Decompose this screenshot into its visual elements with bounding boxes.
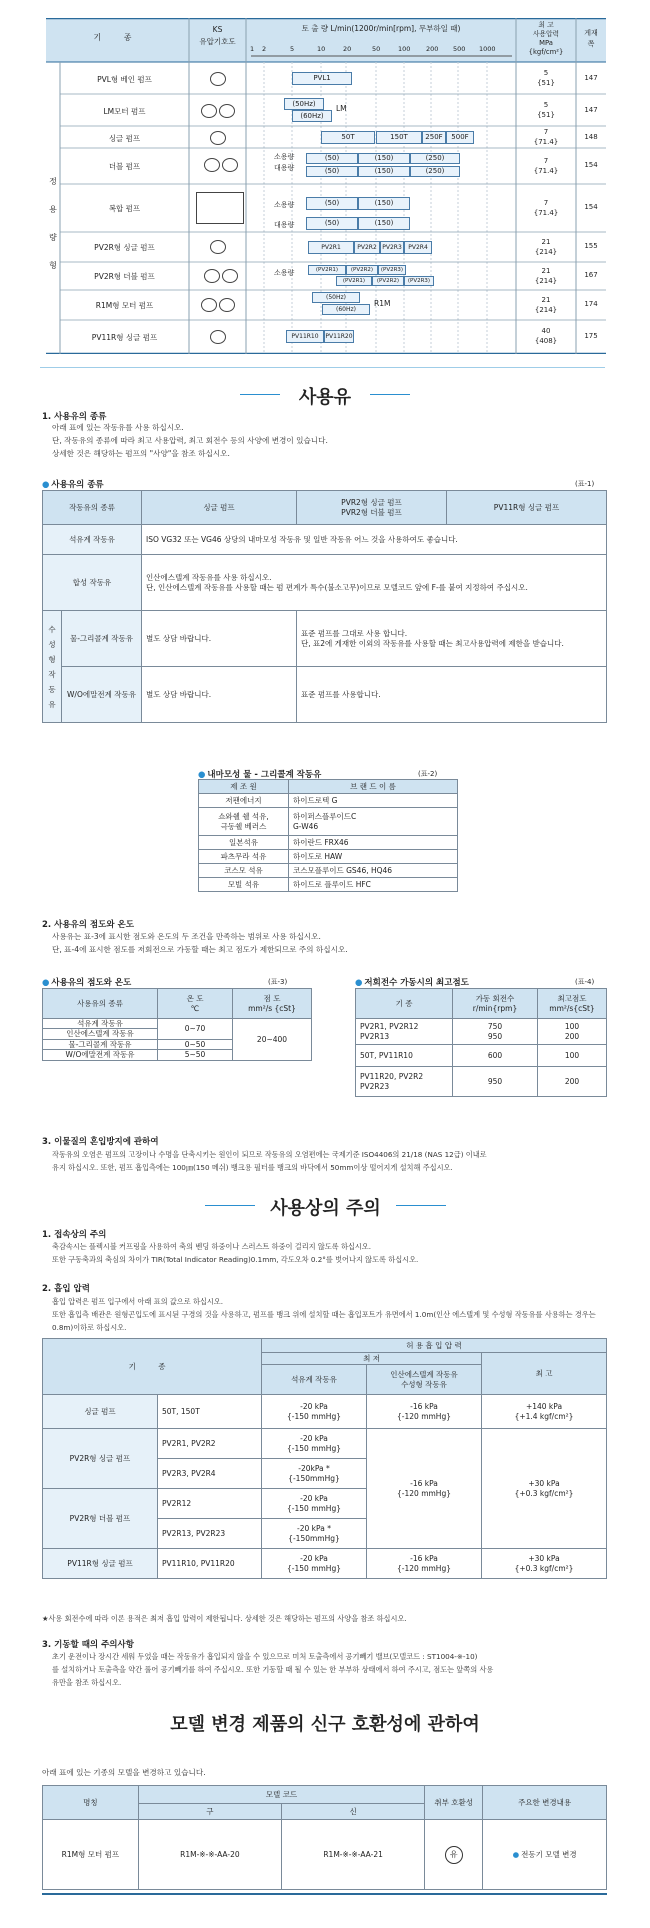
table-number: (표-3) xyxy=(268,978,288,986)
td: 5~50 xyxy=(158,1050,233,1060)
paragraph-line: 작동유의 오염은 펌프의 고장이나 수명을 단축시키는 원인이 되므로 작동유의 오염편에는 국제기준 ISO4406의 21/18 (NAS 12급) 이내로 xyxy=(52,1150,487,1159)
page-number: 148 xyxy=(584,133,598,141)
td: 하이드로텍 G xyxy=(289,794,458,808)
paragraph-line: 또한 흡입측 배관은 원형곤입도에 표시된 구경의 것을 사용하고, 펌프를 뱅크 위에 설치할 때는 흡입포트가 유면에서 1.0m(인산 에스텔계 및 수성형 작동유를 사용하는 경우는 0.8m)이하로 하십시오. xyxy=(52,1310,596,1332)
section-title: 사용상의 주의 xyxy=(270,1198,381,1219)
td: -20 kPa {-150 mmHg} xyxy=(262,1395,367,1429)
title-rule-left xyxy=(205,1205,255,1206)
td: 물-그리콜계 작동유 xyxy=(62,611,142,667)
td: 200 xyxy=(538,1067,607,1097)
td: 별도 상담 바랍니다. xyxy=(142,667,297,723)
td: R1M형 모터 펌프 xyxy=(43,1820,139,1890)
table-title: ● 저회전수 가동시의 최고점도 xyxy=(355,976,469,988)
table-number: (표-4) xyxy=(575,978,595,986)
compat-cell xyxy=(425,1820,483,1890)
th: 취부 호환성 xyxy=(425,1786,483,1820)
td: 파츠무라 석유 xyxy=(199,850,289,864)
low-speed-table xyxy=(355,988,607,1097)
th: 최 고 xyxy=(482,1353,607,1395)
td: PV2R형 더블 펌프 xyxy=(43,1489,158,1549)
flow-bar: (PV2R1) xyxy=(308,265,346,275)
flow-bar: PVL1 xyxy=(292,72,352,85)
th: 제 조 원 xyxy=(199,780,289,794)
flow-scale xyxy=(246,45,516,55)
td: ISO VG32 또는 VG46 상당의 내마모성 작동유 및 일반 작동유 어느 것을 사용하여도 좋습니다. xyxy=(142,525,607,555)
row-name: 복합 펌프 xyxy=(108,204,141,213)
td: -16 kPa {-120 mmHg} xyxy=(367,1549,482,1579)
td: 코스모플루이드 GS46, HQ46 xyxy=(289,864,458,878)
subheading: 1. 사용유의 종류 xyxy=(42,412,107,422)
pressure-value: 5 {51} xyxy=(537,69,555,87)
th: 최 저 xyxy=(262,1353,482,1365)
td: +30 kPa {+0.3 kgf/cm²} xyxy=(482,1429,607,1549)
td: PV2R13, PV2R23 xyxy=(158,1519,262,1549)
scale-tick: 1 xyxy=(250,45,255,53)
td: 600 xyxy=(453,1045,538,1067)
pump-symbol-icon xyxy=(210,131,226,147)
row-name: LM모터 펌프 xyxy=(103,107,146,116)
section-title: 모델 변경 제품의 신구 호환성에 관하여 xyxy=(170,1714,480,1735)
flow-bar-label: LM xyxy=(336,104,347,113)
td: 하이퍼스플루이드C G-W46 xyxy=(289,808,458,836)
flow-bar: (PV2R3) xyxy=(404,276,434,286)
td: PV2R3, PV2R4 xyxy=(158,1459,262,1489)
td: -20 kPa {-150 mmHg} xyxy=(262,1549,367,1579)
paragraph-line: 초기 운전이나 장시간 세워 두었을 때는 작동유가 흡입되지 않을 수 있으므로 미처 토출측에서 공기빼기 밸브(모델코드 : ST1004-※-10) xyxy=(52,1652,478,1661)
flow-bar: 50T xyxy=(321,131,375,144)
td: +140 kPa {+1.4 kgf/cm²} xyxy=(482,1395,607,1429)
footnote: ★사용 회전수에 따라 이론 용적은 최저 흡입 압력이 제한됩니다. 상세한 것은 해당하는 펌프의 사양을 참조 하십시오. xyxy=(42,1614,407,1623)
td: 50T, 150T xyxy=(158,1395,262,1429)
scale-tick: 1000 xyxy=(479,45,496,53)
paragraph-line: 상세한 것은 해당하는 펌프의 "사양"을 참조 하십시오. xyxy=(52,449,230,458)
td: 100 xyxy=(538,1045,607,1067)
td: 750 950 xyxy=(453,1019,538,1045)
page-number: 175 xyxy=(584,332,598,340)
flow-bar: (150) xyxy=(358,166,410,177)
td: PV11R10, PV11R20 xyxy=(158,1549,262,1579)
td: 950 xyxy=(453,1067,538,1097)
flow-bar: (150) xyxy=(358,197,410,210)
flow-bar: (50) xyxy=(306,166,358,177)
header-pressure: 최 고 사용압력 MPa {kgf/cm²} xyxy=(528,21,564,56)
th: 작동유의 종류 xyxy=(43,491,142,525)
th: 모델 코드 xyxy=(138,1786,424,1804)
td: 인산에스텔계 작동유 xyxy=(43,1029,158,1039)
scale-tick: 20 xyxy=(343,45,352,53)
th: 구 xyxy=(138,1804,281,1820)
paragraph-line: 를 설치하거나 토출측을 약간 풀어 공기빼기를 하여 주십시오. 또한 기동할 때 될 수 있는 한 부부하 상태에서 하여 주시고, 점도는 앞쪽의 사용 xyxy=(52,1665,494,1674)
pressure-value: 7 {71.4} xyxy=(533,199,559,217)
compat-badge: 유 xyxy=(445,1846,463,1864)
flow-bar: (50Hz) xyxy=(312,292,360,303)
row-name: PV2R형 싱글 펌프 xyxy=(94,243,155,252)
td: 저팬에너지 xyxy=(199,794,289,808)
subheading: 2. 사용유의 점도와 온도 xyxy=(42,920,134,930)
flow-bar: (50) xyxy=(306,197,358,210)
motor-pump-symbol-icon xyxy=(201,104,235,120)
td: 쇼와쉘 쉘 석유, 극동쉘 베러스 xyxy=(199,808,289,836)
capacity-label: 소용량 대용량 xyxy=(274,153,295,172)
page-number: 155 xyxy=(584,242,598,250)
scale-tick: 10 xyxy=(317,45,326,53)
td: 표준 펌프를 그대로 사용 합니다. 단, 표2에 게재한 이외의 작동유를 사용할 때는 최고사용압력에 제한을 받습니다. xyxy=(297,611,607,667)
section-title: 사용유 xyxy=(298,387,352,408)
table-title: ● 사용유의 점도와 온도 xyxy=(42,976,131,988)
flow-bar: PV11R20 xyxy=(324,330,354,343)
pressure-value: 21 {214} xyxy=(534,267,558,285)
change-text: ● 전동기 모델 변경 xyxy=(513,1850,577,1859)
scale-tick: 100 xyxy=(398,45,411,53)
flow-bar: (250) xyxy=(410,166,460,177)
th: 온 도 ℃ xyxy=(158,989,233,1019)
td: 하이란드 FRX46 xyxy=(289,836,458,850)
suction-pressure-table xyxy=(42,1338,607,1579)
td: 코스모 석유 xyxy=(199,864,289,878)
th: 기 종 xyxy=(43,1339,262,1395)
row-name: 싱글 펌프 xyxy=(108,134,141,143)
header-flow: 토 출 량 L/min(1200r/min[rpm], 무부하일 때) xyxy=(301,24,461,33)
td: +30 kPa {+0.3 kgf/cm²} xyxy=(482,1549,607,1579)
flow-bar: PV2R4 xyxy=(404,241,432,254)
td: 100 200 xyxy=(538,1019,607,1045)
section-rule xyxy=(40,367,605,368)
viscosity-table xyxy=(42,988,312,1061)
flow-bar: 150T xyxy=(376,131,422,144)
table-number: (표-1) xyxy=(575,480,595,488)
bottom-rule xyxy=(42,1893,607,1895)
title-rule-left xyxy=(240,394,280,395)
pressure-value: 40 {408} xyxy=(534,327,558,345)
flow-bar: (50) xyxy=(306,153,358,164)
th: PVR2형 싱글 펌프 PVR2형 더블 펌프 xyxy=(297,491,447,525)
th: 인산에스텔계 작동유 수성형 작동유 xyxy=(367,1365,482,1395)
header-kijun: 기 종 xyxy=(93,33,142,42)
td: 0~50 xyxy=(158,1039,233,1049)
header-ks: KS 유압기호도 xyxy=(199,25,236,46)
scale-tick: 2 xyxy=(262,45,267,53)
header-page: 게재 쪽 xyxy=(584,29,598,48)
title-rule-right xyxy=(370,394,410,395)
subheading: 3. 기동할 때의 주의사항 xyxy=(42,1640,134,1650)
model-change-table xyxy=(42,1785,607,1890)
td: W/O에말전계 작동유 xyxy=(62,667,142,723)
flow-bar: (PV2R2) xyxy=(346,265,378,275)
flow-bar: (PV2R1) xyxy=(336,276,372,286)
flow-bar: PV2R3 xyxy=(380,241,404,254)
pressure-value: 7 {71.4} xyxy=(533,157,559,175)
td: PV2R형 싱글 펌프 xyxy=(43,1429,158,1489)
paragraph xyxy=(52,421,612,460)
page-number: 147 xyxy=(584,106,598,114)
td: 20~400 xyxy=(233,1019,312,1061)
td: 싱글 펌프 xyxy=(43,1395,158,1429)
capacity-label: 소용량 대용량 xyxy=(274,201,295,229)
td: PV11R형 싱글 펌프 xyxy=(43,1549,158,1579)
pump-symbol-icon xyxy=(210,72,226,88)
th: 가동 회전수 r/min{rpm} xyxy=(453,989,538,1019)
row-name: 더블 펌프 xyxy=(108,162,141,171)
paragraph-line: 아래 표에 있는 작동유를 사용 하십시오. xyxy=(52,423,184,432)
subheading: 2. 흡입 압력 xyxy=(42,1284,90,1294)
th: 석유계 작동유 xyxy=(262,1365,367,1395)
td: R1M-※-※-AA-20 xyxy=(138,1820,281,1890)
flow-bar: 250F xyxy=(422,131,446,144)
flow-bar: (250) xyxy=(410,153,460,164)
flow-bar: (150) xyxy=(358,153,410,164)
th: 명칭 xyxy=(43,1786,139,1820)
flow-bar: (PV2R3) xyxy=(378,265,406,275)
th: 기 종 xyxy=(356,989,453,1019)
page-number: 154 xyxy=(584,203,598,211)
capacity-label: 소용량 xyxy=(274,269,295,277)
td: -20 kPa {-150 mmHg} xyxy=(262,1429,367,1459)
td: 석유계 작동유 xyxy=(43,1019,158,1029)
flow-bar: 500F xyxy=(446,131,474,144)
page-number: 167 xyxy=(584,271,598,279)
paragraph-line: 단, 표-4에 표시한 점도를 저회전으로 가동할 때는 최고 점도가 제한되므로 주의 하십시오. xyxy=(52,945,348,954)
td: 석유계 작동유 xyxy=(43,525,142,555)
td: PV2R1, PV2R12 PV2R13 xyxy=(356,1019,453,1045)
page-number: 154 xyxy=(584,161,598,169)
flow-bar: PV11R10 xyxy=(286,330,324,343)
row-name: PVL형 베인 펌프 xyxy=(97,75,152,84)
paragraph-line: 유지 하십시오. 또한, 펌프 흡입측에는 100㎛(150 메쉬) 뱅크용 필터를 뱅크의 바닥에서 50mm이상 떨어지게 설치해 주십시오. xyxy=(52,1163,453,1172)
scale-tick: 5 xyxy=(290,45,295,53)
pressure-value: 21 {214} xyxy=(534,296,558,314)
td: 하이도로 HAW xyxy=(289,850,458,864)
td: 물-그리콜계 작동유 xyxy=(43,1039,158,1049)
th: 허 용 흡 입 압 력 xyxy=(262,1339,607,1353)
td: -20kPa * {-150mmHg} xyxy=(262,1459,367,1489)
side-label: 수 성 형 작 동 유 xyxy=(43,611,62,723)
oil-type-table xyxy=(42,490,607,723)
th: 점 도 mm²/s {cSt} xyxy=(233,989,312,1019)
paragraph xyxy=(52,1650,612,1689)
page-number: 174 xyxy=(584,300,598,308)
double-pump-symbol-icon xyxy=(204,269,238,285)
td: R1M-※-※-AA-21 xyxy=(282,1820,425,1890)
scale-tick: 500 xyxy=(453,45,466,53)
paragraph xyxy=(52,1240,612,1266)
flow-bar: (50) xyxy=(306,217,358,230)
scale-tick: 200 xyxy=(426,45,439,53)
td: W/O에말전계 작동유 xyxy=(43,1050,158,1060)
combined-pump-symbol-icon xyxy=(196,192,244,224)
title-rule-right xyxy=(396,1205,446,1206)
table-title: ● 사용유의 종류 xyxy=(42,478,104,490)
subheading: 1. 접속상의 주의 xyxy=(42,1230,107,1240)
group-label: 정 용 량 형 xyxy=(49,177,57,270)
td: 표준 펌프를 사용합니다. xyxy=(297,667,607,723)
td: 합성 작동유 xyxy=(43,555,142,611)
paragraph: 아래 표에 있는 기종의 모델을 변경하고 있습니다. xyxy=(42,1768,206,1777)
flow-bar: PV2R2 xyxy=(354,241,380,254)
paragraph-line: 흡입 압력은 펌프 입구에서 아래 표의 값으로 하십시오. xyxy=(52,1297,224,1306)
td: 모빌 석유 xyxy=(199,878,289,892)
th: 최고점도 mm²/s{cSt} xyxy=(538,989,607,1019)
motor-pump-symbol-icon xyxy=(201,298,235,314)
performance-chart-table xyxy=(46,18,606,354)
row-name: PV11R형 싱글 펌프 xyxy=(91,333,158,342)
td: -20 kPa {-150 mmHg} xyxy=(262,1489,367,1519)
th: 싱글 펌프 xyxy=(142,491,297,525)
paragraph-line: 또한 구동축과의 축심의 차이가 TIR(Total Indicator Reading)0.1mm, 각도오차 0.2°를 벗어나지 않도록 하십시오. xyxy=(52,1255,419,1264)
td: 하이드로 플루이드 HFC xyxy=(289,878,458,892)
td: PV11R20, PV2R2 PV2R23 xyxy=(356,1067,453,1097)
paragraph-line: 축감속시는 플렉시블 커프링을 사용하여 축의 벤딩 하중이나 스러스트 하중이 걸리지 않도록 하십시오. xyxy=(52,1242,372,1251)
td: 50T, PV11R10 xyxy=(356,1045,453,1067)
td: 별도 상담 바랍니다. xyxy=(142,611,297,667)
td: PV2R12 xyxy=(158,1489,262,1519)
scale-tick: 50 xyxy=(372,45,381,53)
paragraph xyxy=(52,1148,612,1174)
td: -16 kPa {-120 mmHg} xyxy=(367,1429,482,1549)
flow-bar: (60Hz) xyxy=(292,110,332,122)
th: 브 랜 드 이 름 xyxy=(289,780,458,794)
page-number: 147 xyxy=(584,74,598,82)
pump-symbol-icon xyxy=(210,330,226,346)
flow-bar: (60Hz) xyxy=(322,304,370,315)
flow-bar: (150) xyxy=(358,217,410,230)
flow-bar-label: R1M xyxy=(374,299,391,308)
td: -20 kPa * {-150mmHg} xyxy=(262,1519,367,1549)
th: 사용유의 종류 xyxy=(43,989,158,1019)
th: 주요한 변경내용 xyxy=(483,1786,607,1820)
th: 신 xyxy=(282,1804,425,1820)
table-title: ● 내마모성 물 - 그리콜계 작동유 xyxy=(198,768,321,780)
row-name: PV2R형 더블 펌프 xyxy=(94,272,155,281)
td: 0~70 xyxy=(158,1019,233,1040)
paragraph xyxy=(52,930,612,956)
flow-bar: (50Hz) xyxy=(284,98,324,110)
td xyxy=(483,1820,607,1890)
brand-table xyxy=(198,779,458,892)
table-number: (표-2) xyxy=(418,770,438,778)
td: PV2R1, PV2R2 xyxy=(158,1429,262,1459)
td: 인산에스텔계 작동유를 사용 하십시오. 단, 인산에스텔계 작동유를 사용할 때는 펌 편계가 특수(불소고무)이므로 모델코드 앞에 F-를 붙여 지정하여 주십시오. xyxy=(142,555,607,611)
paragraph-line: 유만을 참조 하십시오. xyxy=(52,1678,122,1687)
flow-bar: PV2R1 xyxy=(308,241,354,254)
pressure-value: 21 {214} xyxy=(534,238,558,256)
flow-bar: (PV2R2) xyxy=(372,276,404,286)
row-name: R1M형 모터 펌프 xyxy=(95,301,154,310)
td: -16 kPa {-120 mmHg} xyxy=(367,1395,482,1429)
pressure-value: 5 {51} xyxy=(537,101,555,119)
td: 일본석유 xyxy=(199,836,289,850)
paragraph-line: 단, 작동유의 종류에 따라 최고 사용압력, 최고 회전수 등의 사양에 변경이 있습니다. xyxy=(52,436,328,445)
double-pump-symbol-icon xyxy=(204,158,238,174)
paragraph-line: 사용유는 표-3에 표시한 점도와 온도의 두 조건을 만족하는 범위로 사용 하십시오. xyxy=(52,932,321,941)
paragraph xyxy=(52,1295,612,1334)
pump-symbol-icon xyxy=(210,240,226,256)
subheading: 3. 이물질의 혼입방지에 관하여 xyxy=(42,1137,159,1147)
th: PV11R형 싱글 펌프 xyxy=(447,491,607,525)
pressure-value: 7 {71.4} xyxy=(533,128,559,146)
